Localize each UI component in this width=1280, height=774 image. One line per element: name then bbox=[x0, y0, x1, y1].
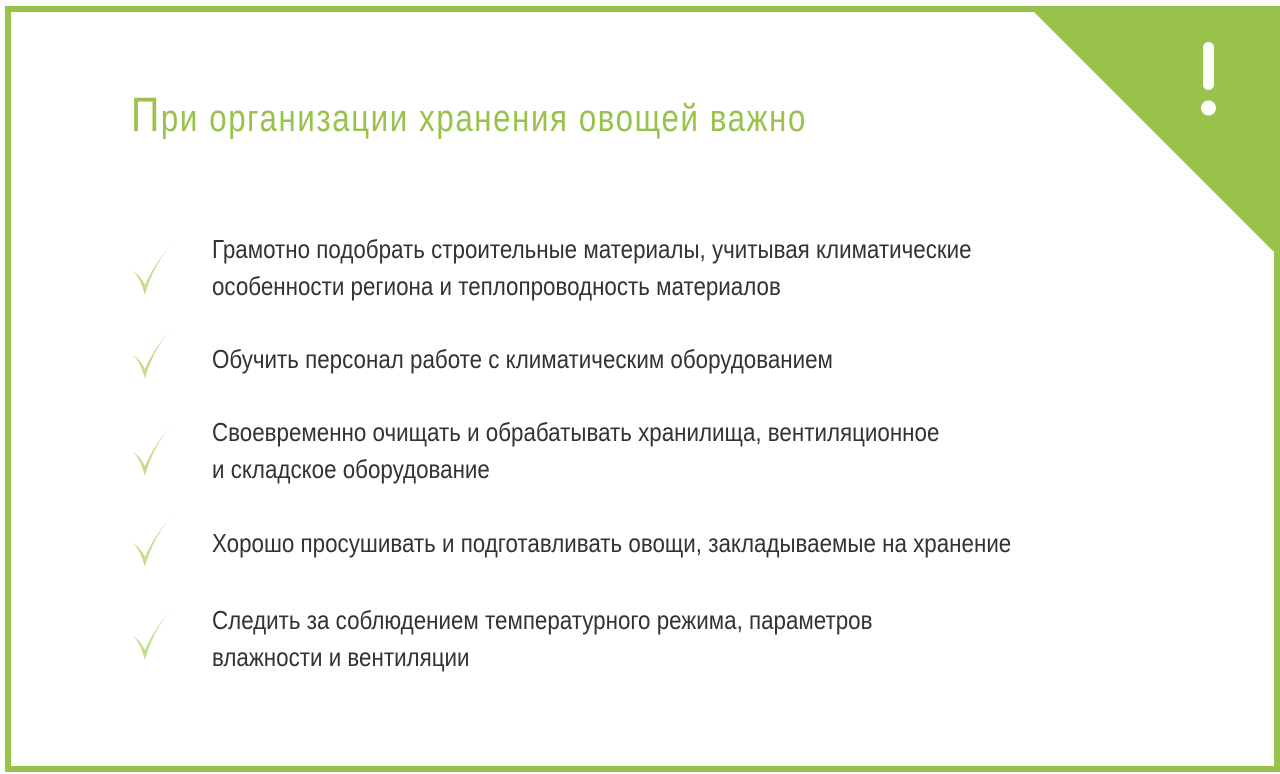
check-icon bbox=[131, 237, 181, 301]
list-item-text: Обучить персонал работе с климатическим оборудованием bbox=[212, 344, 833, 374]
check-icon bbox=[131, 602, 181, 666]
exclamation-icon bbox=[1201, 42, 1216, 116]
slide-title: При организации хранения овощей важно bbox=[131, 89, 807, 142]
list-item-text: Грамотно подобрать строительные материалы, учитывая климатические особенности региона и теплопроводность материалов bbox=[212, 234, 972, 301]
check-icon bbox=[131, 509, 181, 573]
check-icon bbox=[131, 321, 181, 385]
list-item-text: Хорошо просушивать и подготавливать овощи, закладываемые на хранение bbox=[212, 528, 1012, 558]
list-item-text: Своевременно очищать и обрабатывать хранилища, вентиляционное и складское оборудование bbox=[212, 417, 940, 484]
list-item-text: Следить за соблюдением температурного режима, параметров влажности и вентиляции bbox=[212, 605, 873, 672]
check-icon bbox=[131, 418, 181, 482]
slide-frame bbox=[5, 6, 1280, 772]
corner-triangle bbox=[1034, 12, 1274, 252]
